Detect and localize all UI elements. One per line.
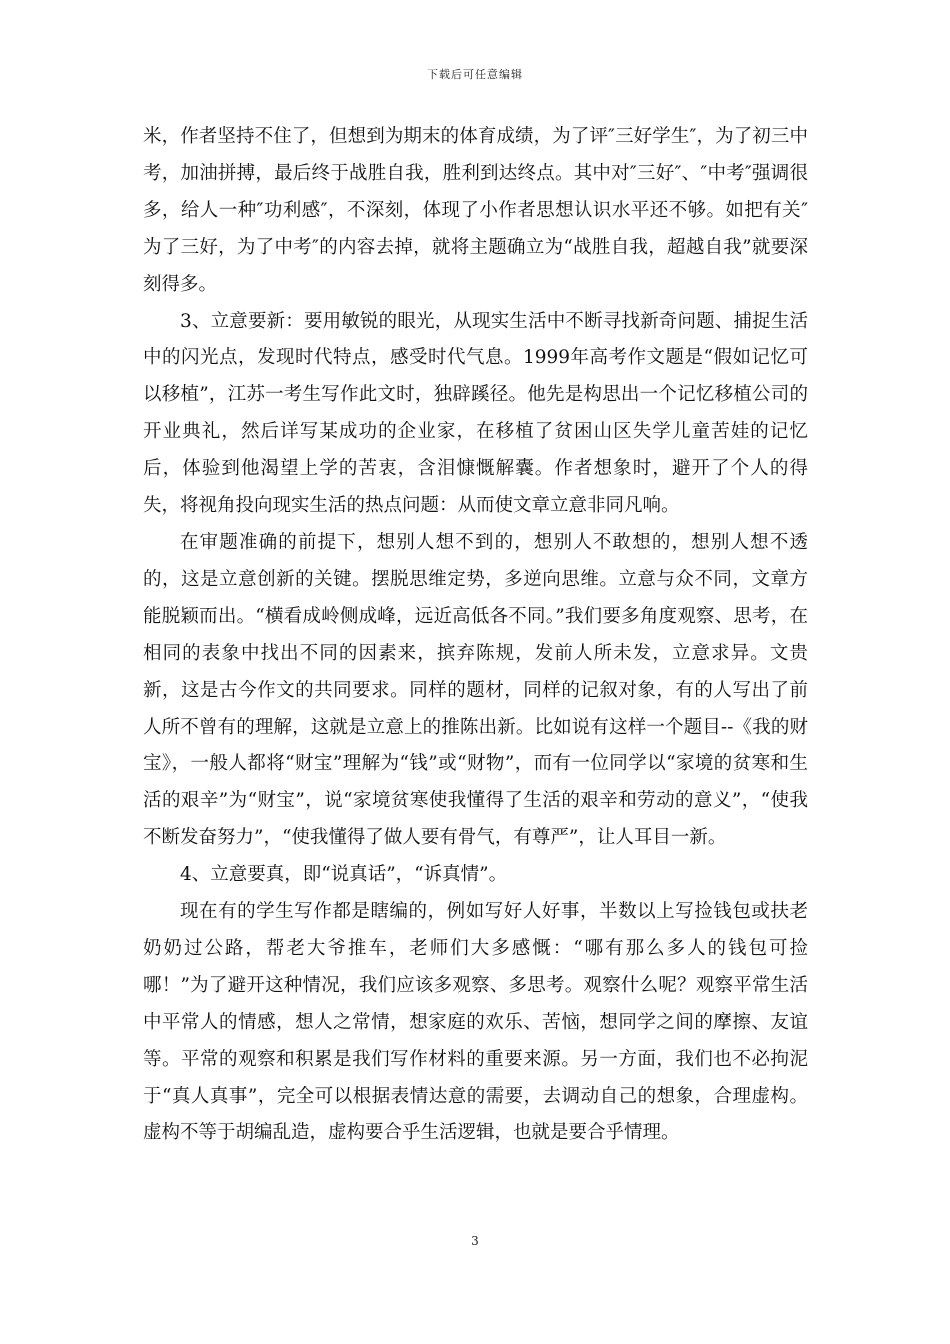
paragraph-innovation: 在审题准确的前提下，想别人想不到的，想别人不敢想的，想别人想不透的，这是立意创新的关键。摆脱思维定势，多逆向思维。立意与众不同，文章方能脱颖而出。“横看成岭侧成峰，远近高低各不同。”我们要多角度观察、思考，在相同的表象中找出不同的因素来，摈弃陈规，发前人所未发，立意求异。文贵新，这是古今作文的共同要求。同样的题材，同样的记叙对象，有的人写出了前人所不曾有的理解，这就是立意上的推陈出新。比如说有这样一个题目--《我的财宝》，一般人都将“财宝”理解为“钱”或“财物”，而有一位同学以“家境的贫寒和生活的艰辛”为“财宝”，说“家境贫寒使我懂得了生活的艰辛和劳动的意义”，“使我不断发奋努力”，“使我懂得了做人要有骨气，有尊严”，让人耳目一新。 xyxy=(143,531,808,849)
paragraph-continuation: 米，作者坚持不住了，但想到为期末的体育成绩，为了评″三好学生″，为了初三中考，加油拼搏，最后终于战胜自我，胜利到达终点。其中对″三好″、″中考″强调很多，给人一种″功利感″，不深刻，体现了小作者思想认识水平还不够。如把有关″为了三好，为了中考″的内容去掉，就将主题确立为“战胜自我，超越自我”就要深刻得多。 xyxy=(143,126,808,295)
page-header: 下载后可任意编辑 xyxy=(427,68,523,81)
paragraph-observation: 现在有的学生写作都是瞎编的，例如写好人好事，半数以上写捡钱包或扶老奶奶过公路，帮老大爷推车，老师们大多感慨：“哪有那么多人的钱包可捡哪！”为了避开这种情况，我们应该多观察、多思考。观察什么呢？观察平常生活中平常人的情感，想人之常情，想家庭的欢乐、苦恼，想同学之间的摩擦、友谊等。平常的观察和积累是我们写作材料的重要来源。另一方面，我们也不必拘泥于“真人真事”，完全可以根据表情达意的需要，去调动自己的想象，合理虚构。虚构不等于胡编乱造，虚构要合乎生活逻辑，也就是要合乎情理。 xyxy=(143,901,808,1144)
paragraph-point-4: 4、立意要真，即“说真话”，“诉真情”。 xyxy=(180,864,508,886)
document-body xyxy=(143,119,808,1152)
page-number: 3 xyxy=(471,1234,479,1248)
paragraph-point-3: 3、立意要新：要用敏锐的眼光，从现实生活中不断寻找新奇问题、捕捉生活中的闪光点，发现时代特点，感受时代气息。1999年高考作文题是“假如记忆可以移植”，江苏一考生写作此文时，独辟蹊径。他先是构思出一个记忆移植公司的开业典礼，然后详写某成功的企业家，在移植了贫困山区失学儿童苦娃的记忆后，体验到他渴望上学的苦衷，含泪慷慨解囊。作者想象时，避开了个人的得失，将视角投向现实生活的热点问题：从而使文章立意非同凡响。 xyxy=(143,310,808,517)
